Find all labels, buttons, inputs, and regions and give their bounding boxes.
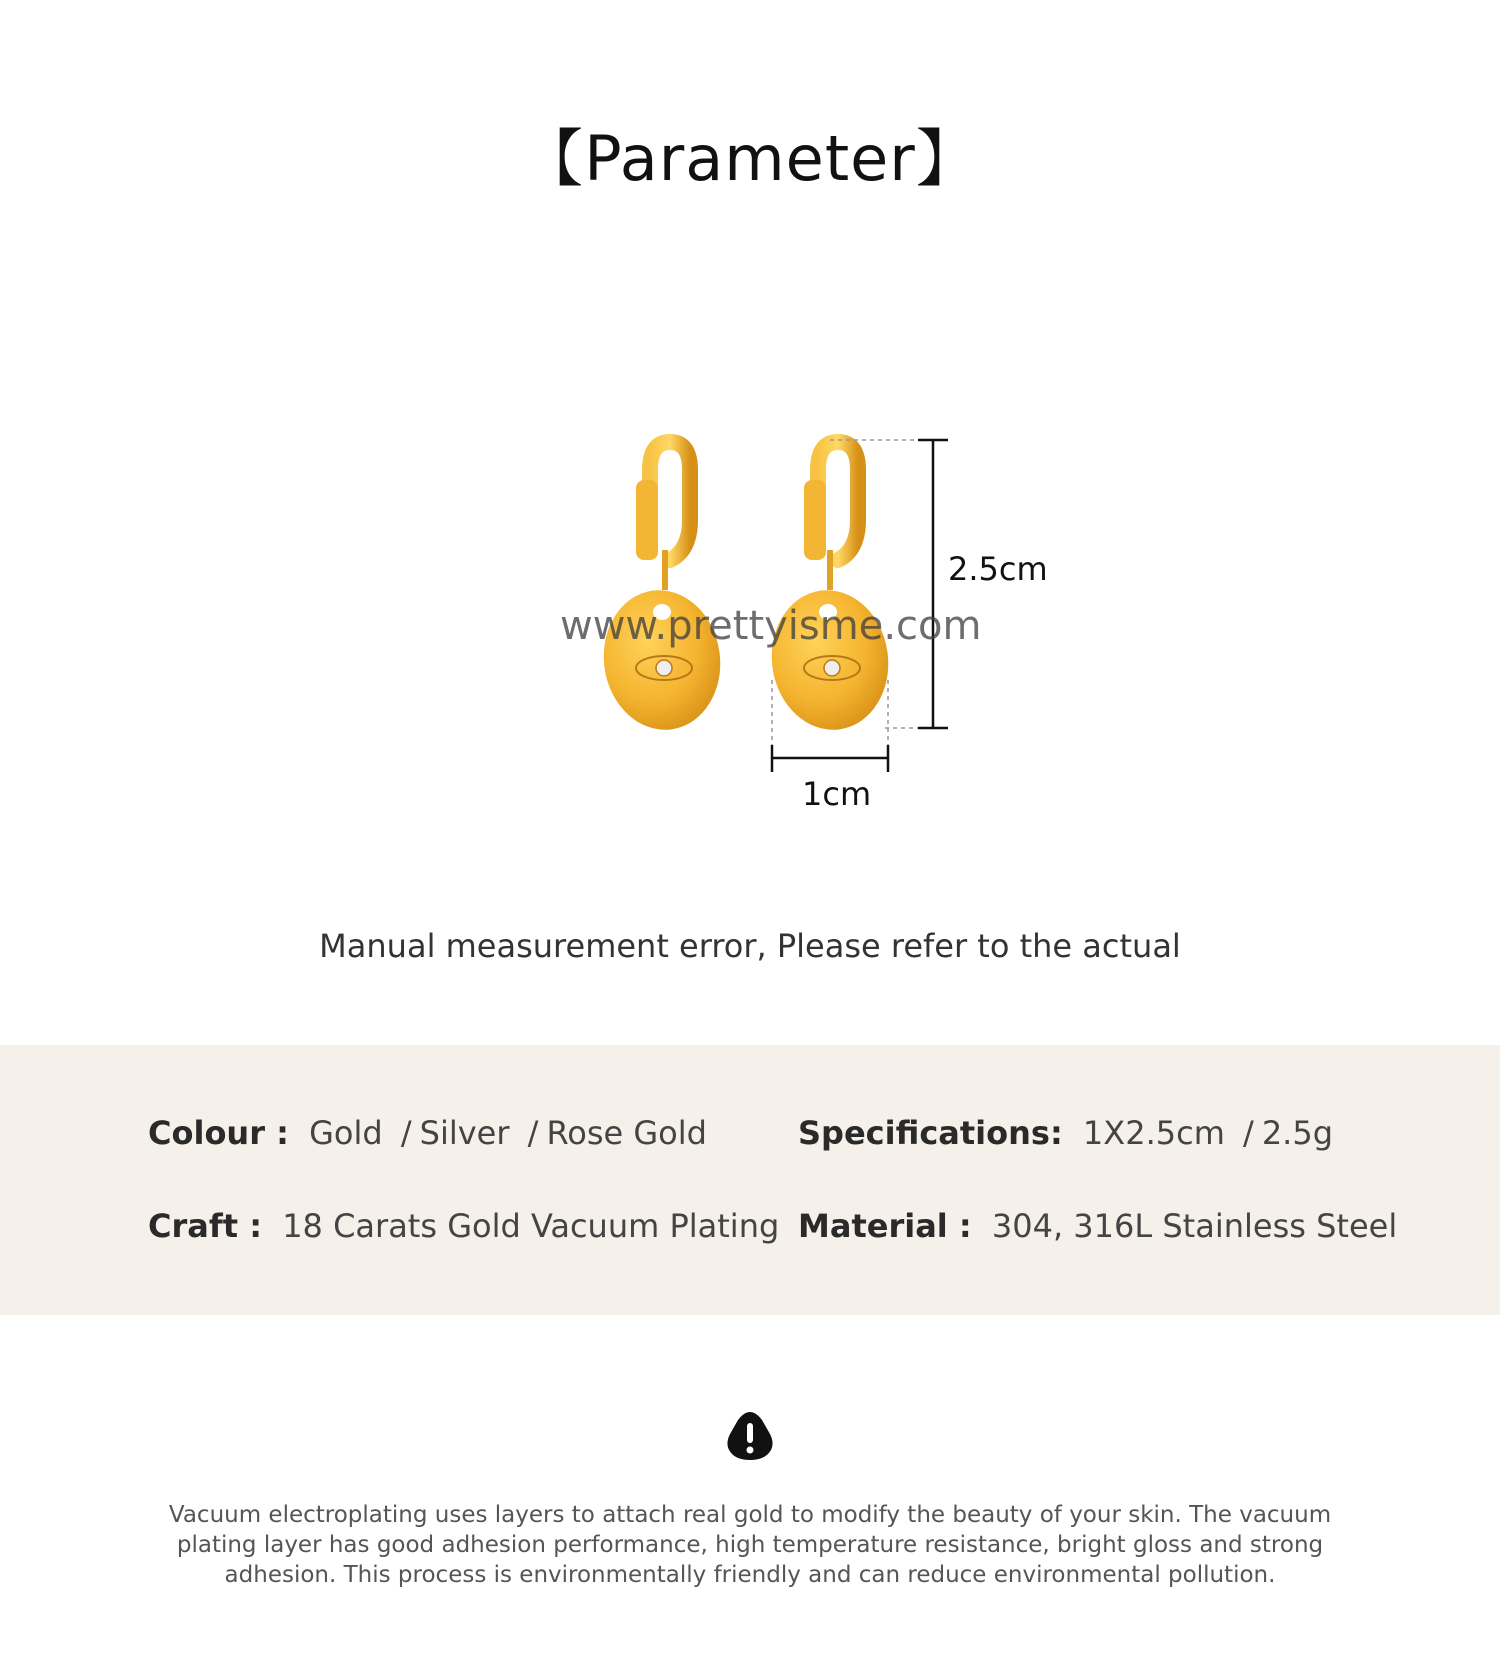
height-label: 2.5cm [948, 550, 1048, 588]
spec-colour: Colour : Gold / Silver / Rose Gold [148, 1114, 707, 1152]
plating-description: Vacuum electroplating uses layers to attach real gold to modify the beauty of your skin. The vacuum plating layer has good adhesion performance, high temperature resistance, bright gloss and strong adhesion. This process is environmentally friendly and can reduce environmental pollution. [168, 1502, 1332, 1588]
page-title: 【Parameter】 [521, 122, 979, 195]
spec-colour-value: Rose Gold [546, 1114, 707, 1152]
measurement-note: Manual measurement error, Please refer to the actual [319, 927, 1181, 965]
left-earring [595, 442, 729, 737]
height-dimension [918, 440, 948, 728]
spec-weight-value: 2.5g [1261, 1114, 1334, 1152]
width-dimension [772, 745, 888, 772]
spec-material [798, 1207, 1398, 1245]
width-label: 1cm [802, 775, 872, 813]
spec-craft-value: 18 Carats Gold Vacuum Plating [282, 1207, 780, 1245]
right-earring [763, 442, 897, 737]
spec-size-value: 1X2.5cm [1082, 1114, 1225, 1152]
spec-colour-key: Colour : [148, 1114, 289, 1152]
spec-material-key: Material : [798, 1207, 972, 1245]
spec-craft-key: Craft : [148, 1207, 263, 1245]
spec-colour-value: Gold [309, 1114, 383, 1152]
spec-material-value: 304, 316L Stainless Steel [991, 1207, 1398, 1245]
spec-craft [148, 1207, 780, 1245]
exclamation-icon [726, 1410, 774, 1462]
spec-colour-value: Silver [419, 1114, 510, 1152]
spec-specifications: Specifications: 1X2.5cm / 2.5g [798, 1114, 1334, 1152]
specs-panel [0, 1045, 1500, 1315]
watermark: www.prettyisme.com [560, 603, 982, 649]
spec-specifications-key: Specifications: [798, 1114, 1063, 1152]
